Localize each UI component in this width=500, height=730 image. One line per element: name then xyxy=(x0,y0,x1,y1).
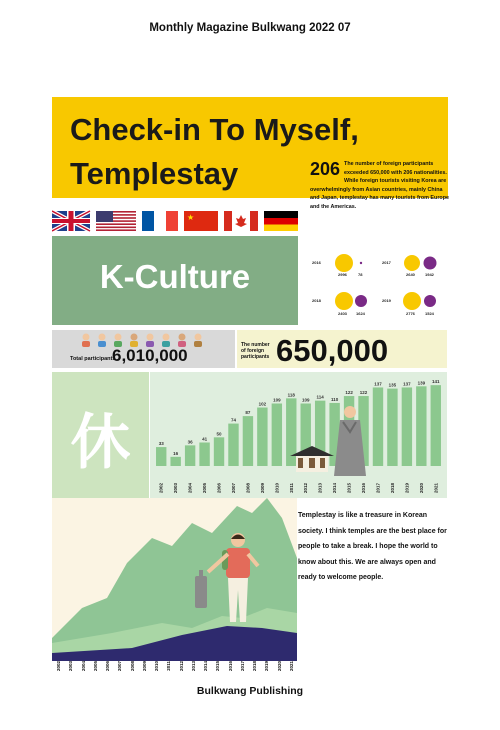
svg-text:★: ★ xyxy=(187,213,195,222)
bar-2003 xyxy=(170,457,180,466)
timeline-year: 2018 xyxy=(252,661,258,672)
title-line-1: Check-in To Myself, xyxy=(70,112,359,147)
person-icon xyxy=(114,334,122,348)
fact-number: 206 xyxy=(310,159,341,179)
circle-group-2016 xyxy=(312,254,363,277)
k-culture-label: K-Culture xyxy=(99,258,251,295)
timeline-year: 2010 xyxy=(154,661,160,672)
timeline-year: 2017 xyxy=(239,661,245,672)
x-tick-label: 2005 xyxy=(202,483,208,494)
bar-2020 xyxy=(416,386,426,466)
timeline-year: 2002 xyxy=(56,661,62,672)
foreign-participants-label: The number of foreign participants xyxy=(241,342,270,360)
total-participants-label: Total participants xyxy=(70,356,116,362)
x-tick-label: 2003 xyxy=(173,483,179,494)
x-tick-label: 2012 xyxy=(303,483,309,494)
yellow-circle xyxy=(404,255,420,271)
bar-value-label: 139 xyxy=(417,380,426,386)
timeline-year: 2021 xyxy=(288,661,294,672)
bar-value-label: 141 xyxy=(432,379,440,385)
bar-value-label: 109 xyxy=(273,397,281,403)
yellow-circle xyxy=(335,254,353,272)
timeline-year: 2012 xyxy=(178,661,184,672)
bar-2008 xyxy=(243,416,253,466)
rest-character: 休 xyxy=(70,409,131,476)
bar-2007 xyxy=(228,424,238,466)
bar-2002 xyxy=(156,447,166,466)
person-icon xyxy=(162,334,170,348)
x-tick-label: 2011 xyxy=(288,483,294,493)
x-tick-label: 2014 xyxy=(332,483,338,494)
purple-circle xyxy=(424,257,437,270)
nationality-circles xyxy=(310,250,450,325)
uk-flag xyxy=(52,211,90,231)
bar-value-label: 137 xyxy=(403,381,411,387)
bar-value-label: 109 xyxy=(301,397,310,403)
timeline-year: 2019 xyxy=(264,661,270,672)
bar-value-label: 36 xyxy=(187,439,193,445)
person-icon xyxy=(146,334,154,348)
circle-year: 2018 xyxy=(312,298,321,303)
timeline-year: 2011 xyxy=(166,661,172,671)
yellow-circle xyxy=(335,292,353,310)
bar-2010 xyxy=(272,404,282,466)
bar-value-label: 41 xyxy=(202,436,208,442)
fact-block xyxy=(310,160,450,212)
bar-2006 xyxy=(214,437,224,466)
timeline-year: 2006 xyxy=(105,661,111,672)
person-icon xyxy=(178,334,186,348)
foreign-participants-value: 650,000 xyxy=(276,333,389,368)
france-flag xyxy=(142,211,178,231)
circle-left-value: 2640 xyxy=(406,272,415,277)
china-flag xyxy=(184,211,218,231)
circle-left-value: 2403 xyxy=(338,311,347,316)
bar-value-label: 102 xyxy=(258,401,267,407)
person-icon xyxy=(130,334,138,348)
timeline-year: 2015 xyxy=(215,661,221,672)
x-tick-label: 2015 xyxy=(346,483,352,494)
bar-2021 xyxy=(431,385,441,466)
bar-value-label: 137 xyxy=(374,381,382,387)
circle-right-value: 78 xyxy=(358,272,363,277)
bar-value-label: 50 xyxy=(216,431,222,437)
publisher-footer: Bulkwang Publishing xyxy=(196,685,304,697)
timeline-axis xyxy=(52,661,297,675)
timeline-year: 2020 xyxy=(276,661,282,672)
x-tick-label: 2002 xyxy=(158,483,164,494)
germany-flag xyxy=(264,211,298,231)
flags-row xyxy=(52,208,298,232)
bar-2009 xyxy=(257,408,267,466)
circle-left-value: 2776 xyxy=(406,311,415,316)
timeline-year: 2005 xyxy=(92,661,98,672)
circle-year: 2017 xyxy=(382,260,391,265)
purple-circle xyxy=(424,295,436,307)
timeline-year: 2004 xyxy=(80,661,86,672)
circle-group-2018 xyxy=(312,292,367,316)
fact-text: The number of foreign participants exceeded 650,000 with 206 nationalities. While foreign tourists visiting Korea are overwhelmingly from Asian countries, mainly China and Japan, templestay has many tourists from Europe and the Americas. xyxy=(310,161,449,210)
bar-value-label: 118 xyxy=(287,392,295,398)
x-tick-label: 2020 xyxy=(418,483,424,494)
bar-value-label: 33 xyxy=(158,441,164,447)
total-participants-value: 6,010,000 xyxy=(112,346,188,365)
x-tick-label: 2019 xyxy=(404,483,410,494)
person-icon xyxy=(194,334,202,348)
participants-bar-chart xyxy=(150,372,447,498)
bar-2005 xyxy=(199,442,209,466)
bar-value-label: 122 xyxy=(359,390,368,396)
bar-value-label: 122 xyxy=(345,390,353,396)
mountain-illustration xyxy=(52,498,297,661)
circle-year: 2016 xyxy=(312,260,321,265)
x-tick-label: 2017 xyxy=(375,483,381,494)
circle-right-value: 1624 xyxy=(356,311,365,316)
usa-flag xyxy=(96,211,136,231)
x-tick-label: 2006 xyxy=(216,483,222,494)
bar-2019 xyxy=(402,387,412,466)
purple-circle xyxy=(360,262,362,264)
temple-illustration xyxy=(290,446,334,472)
timeline-year: 2014 xyxy=(203,661,209,672)
bar-value-label: 16 xyxy=(173,450,179,456)
circle-group-2019 xyxy=(382,292,436,316)
title-line-2: Templestay xyxy=(70,156,239,191)
timeline-year: 2007 xyxy=(117,661,123,672)
circle-year: 2019 xyxy=(382,298,391,303)
bar-value-label: 114 xyxy=(316,394,324,400)
bar-value-label: 74 xyxy=(230,417,236,423)
suitcase-icon xyxy=(195,576,207,608)
x-tick-label: 2013 xyxy=(317,483,323,494)
canada-flag xyxy=(224,211,258,231)
purple-circle xyxy=(355,295,367,307)
circle-right-value: 1942 xyxy=(425,272,434,277)
x-tick-label: 2018 xyxy=(389,483,395,494)
x-tick-label: 2016 xyxy=(361,483,367,494)
bar-value-label: 87 xyxy=(245,410,251,416)
x-tick-label: 2009 xyxy=(259,483,265,494)
timeline-year: 2009 xyxy=(141,661,147,672)
bar-2017 xyxy=(373,387,383,466)
circle-left-value: 2996 xyxy=(338,272,347,277)
x-tick-label: 2007 xyxy=(230,483,236,494)
magazine-header: Monthly Magazine Bulkwang 2022 07 xyxy=(149,22,351,34)
x-tick-label: 2008 xyxy=(245,483,251,494)
quote-text: Templestay is like a treasure in Korean society. I think temples are the best place for people to take a break. I hope the world to know about this. We are always open and ready to welcome people. xyxy=(298,512,447,582)
bar-value-label: 110 xyxy=(330,396,339,402)
timeline-year: 2013 xyxy=(190,661,196,672)
x-tick-label: 2010 xyxy=(274,483,280,494)
bar-value-label: 135 xyxy=(388,382,397,388)
bar-2018 xyxy=(387,389,397,466)
circle-group-2017 xyxy=(382,255,437,277)
yellow-circle xyxy=(403,292,421,310)
x-tick-label: 2004 xyxy=(187,483,193,494)
person-icon xyxy=(98,334,106,348)
bar-2004 xyxy=(185,445,195,466)
timeline-year: 2016 xyxy=(227,661,233,672)
x-tick-label: 2021 xyxy=(433,483,439,494)
circle-right-value: 1524 xyxy=(425,311,434,316)
timeline-year: 2008 xyxy=(129,661,135,672)
timeline-year: 2003 xyxy=(68,661,74,672)
people-icons xyxy=(80,331,205,347)
person-icon xyxy=(82,334,90,348)
